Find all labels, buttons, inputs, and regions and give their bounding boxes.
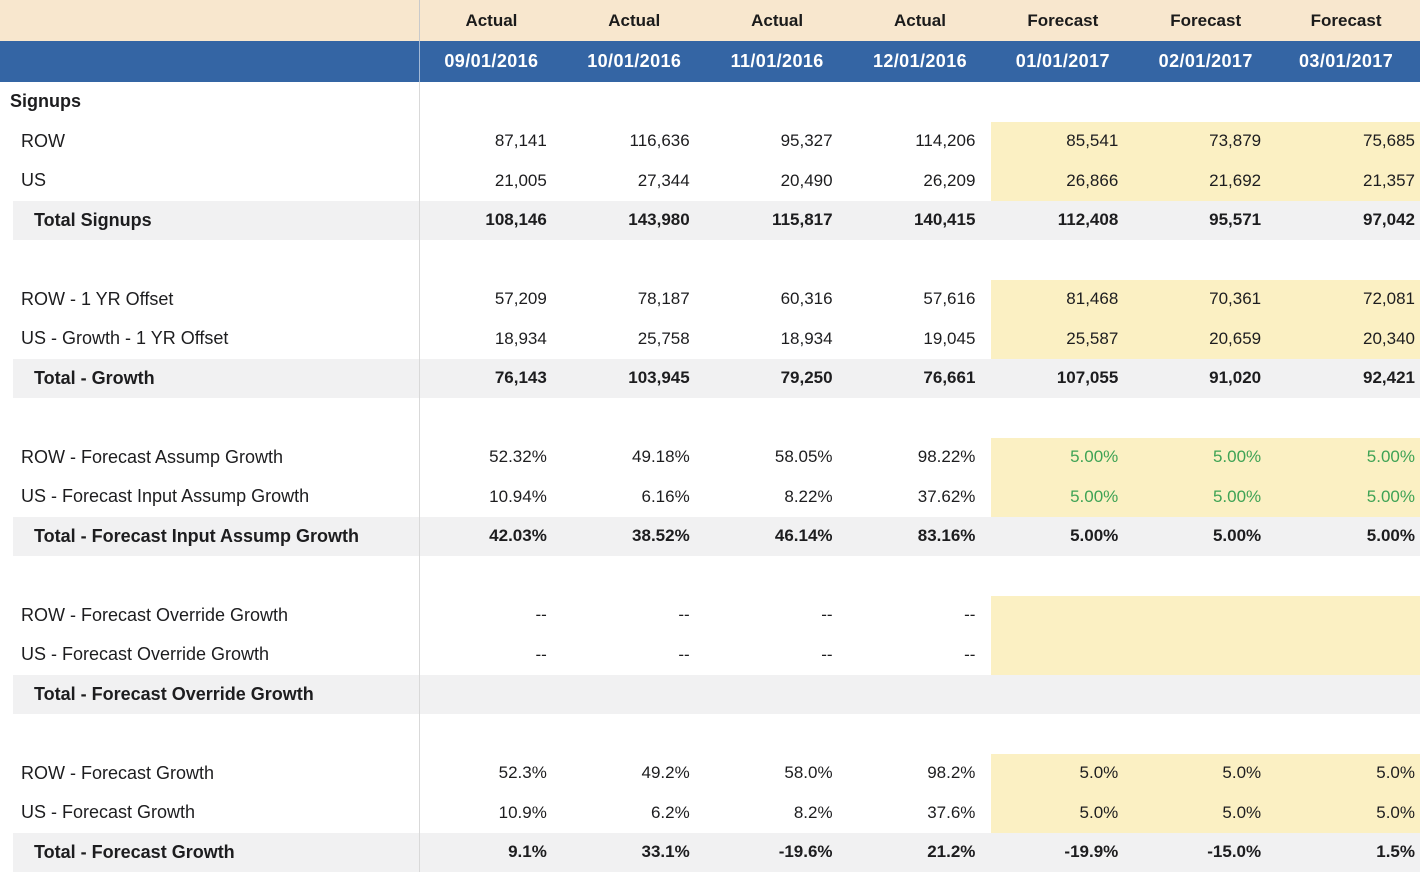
- value-cell[interactable]: -19.6%: [778, 842, 833, 862]
- column-date-label: 12/01/2016: [872, 51, 968, 71]
- column-date-label: 09/01/2016: [444, 51, 539, 71]
- value-cell[interactable]: 49.18%: [632, 447, 690, 467]
- value-cell[interactable]: 9.1%: [508, 842, 547, 862]
- value-cell[interactable]: 5.00%: [1212, 526, 1262, 546]
- value-cell[interactable]: 5.00%: [991, 438, 1134, 478]
- table-row: [0, 319, 1420, 359]
- column-date-label: 03/01/2017: [1299, 51, 1394, 71]
- row-label[interactable]: Total - Forecast Override Growth: [0, 675, 420, 715]
- value-cell[interactable]: 97,042: [1363, 210, 1415, 230]
- value-cell[interactable]: [1277, 635, 1420, 675]
- value-cell[interactable]: 52.3%: [498, 763, 547, 783]
- value-cell[interactable]: 26,866: [991, 161, 1134, 201]
- value-cell[interactable]: [563, 82, 706, 122]
- table-row: [0, 517, 1420, 557]
- spacer-row: [0, 556, 1420, 596]
- value-cell[interactable]: 37.6%: [927, 802, 976, 822]
- table-row: [0, 675, 1420, 715]
- value-cell: [1134, 714, 1277, 754]
- sheet-body: [0, 82, 1420, 872]
- value-cell[interactable]: [706, 675, 849, 715]
- column-type-label: Actual: [894, 10, 946, 30]
- column-type-label: Actual: [751, 10, 804, 30]
- value-cell[interactable]: 10.94%: [489, 486, 547, 506]
- value-cell[interactable]: 8.2%: [793, 802, 833, 822]
- value-cell[interactable]: 95,571: [1209, 210, 1262, 230]
- value-cell[interactable]: 81,468: [991, 280, 1134, 320]
- row-label[interactable]: ROW - 1 YR Offset: [0, 280, 420, 320]
- value-cell[interactable]: [563, 675, 706, 715]
- value-cell: [991, 556, 1134, 596]
- value-cell: [991, 714, 1134, 754]
- value-cell[interactable]: --: [821, 644, 833, 664]
- value-cell[interactable]: [991, 635, 1134, 675]
- value-cell: [1277, 556, 1420, 596]
- row-label[interactable]: ROW - Forecast Assump Growth: [0, 438, 420, 478]
- value-cell[interactable]: --: [535, 605, 547, 625]
- value-cell[interactable]: 5.0%: [991, 754, 1134, 794]
- value-cell[interactable]: 5.00%: [991, 477, 1134, 517]
- table-row: [0, 359, 1420, 399]
- table-row: [0, 754, 1420, 794]
- spacer-row: [0, 240, 1420, 280]
- table-row: [0, 161, 1420, 201]
- value-cell[interactable]: 75,685: [1277, 122, 1420, 162]
- value-cell: [1134, 398, 1277, 438]
- row-label[interactable]: Total - Forecast Growth: [0, 833, 420, 873]
- value-cell[interactable]: [420, 675, 563, 715]
- table-row: [0, 596, 1420, 636]
- value-cell[interactable]: 27,344: [637, 170, 690, 190]
- value-cell: [706, 398, 849, 438]
- value-cell[interactable]: -15.0%: [1207, 842, 1262, 862]
- value-cell[interactable]: 5.00%: [1134, 438, 1277, 478]
- value-cell[interactable]: 116,636: [629, 131, 690, 151]
- row-label[interactable]: US - Growth - 1 YR Offset: [0, 319, 420, 359]
- table-row: [0, 635, 1420, 675]
- value-cell[interactable]: 115,817: [772, 210, 833, 230]
- value-cell[interactable]: 20,340: [1277, 319, 1420, 359]
- row-label[interactable]: ROW - Forecast Growth: [0, 754, 420, 794]
- value-cell[interactable]: 98.22%: [917, 447, 976, 467]
- value-cell[interactable]: --: [678, 605, 690, 625]
- value-cell[interactable]: 5.00%: [1277, 477, 1420, 517]
- value-cell[interactable]: 5.00%: [1366, 526, 1415, 546]
- corner-cell-type: [0, 0, 420, 41]
- value-cell: [849, 398, 992, 438]
- value-cell[interactable]: 79,250: [780, 368, 833, 388]
- column-type-label: Actual: [608, 10, 661, 30]
- row-label[interactable]: ROW - Forecast Override Growth: [0, 596, 420, 636]
- value-cell: [849, 714, 992, 754]
- corner-cell-date: [0, 41, 420, 82]
- value-cell[interactable]: 26,209: [923, 170, 976, 190]
- column-type-label: Forecast: [1170, 10, 1242, 30]
- column-date-label: 02/01/2017: [1158, 51, 1253, 71]
- value-cell[interactable]: 76,661: [923, 368, 976, 388]
- value-cell[interactable]: 6.16%: [641, 486, 690, 506]
- value-cell: [563, 240, 706, 280]
- value-cell[interactable]: 91,020: [1209, 368, 1262, 388]
- value-cell[interactable]: [706, 82, 849, 122]
- row-label[interactable]: Total - Forecast Input Assump Growth: [0, 517, 420, 557]
- value-cell[interactable]: 5.0%: [1134, 754, 1277, 794]
- value-cell[interactable]: 18,934: [780, 328, 833, 348]
- value-cell[interactable]: [1277, 675, 1420, 715]
- column-type-label: Forecast: [1310, 10, 1382, 30]
- value-cell[interactable]: 18,934: [494, 328, 547, 348]
- value-cell[interactable]: [849, 82, 992, 122]
- value-cell: [563, 398, 706, 438]
- value-cell: [706, 714, 849, 754]
- value-cell[interactable]: [849, 675, 992, 715]
- value-cell[interactable]: 8.22%: [784, 486, 833, 506]
- table-row: [0, 793, 1420, 833]
- value-cell[interactable]: 33.1%: [641, 842, 690, 862]
- table-row: [0, 82, 1420, 122]
- value-cell: [420, 240, 563, 280]
- value-cell[interactable]: 60,316: [780, 289, 833, 309]
- value-cell[interactable]: 5.0%: [1134, 793, 1277, 833]
- row-label: [0, 398, 420, 438]
- value-cell[interactable]: 5.0%: [991, 793, 1134, 833]
- value-cell[interactable]: 37.62%: [917, 486, 976, 506]
- row-label[interactable]: US - Forecast Input Assump Growth: [0, 477, 420, 517]
- value-cell[interactable]: --: [964, 605, 976, 625]
- value-cell[interactable]: 46.14%: [774, 526, 833, 546]
- value-cell[interactable]: 85,541: [991, 122, 1134, 162]
- table-row: [0, 438, 1420, 478]
- column-type-header-row: [0, 0, 1420, 41]
- row-label[interactable]: Signups: [0, 82, 420, 122]
- spacer-row: [0, 714, 1420, 754]
- value-cell[interactable]: 52.32%: [489, 447, 547, 467]
- value-cell[interactable]: --: [964, 644, 976, 664]
- value-cell[interactable]: [991, 675, 1134, 715]
- value-cell[interactable]: -19.9%: [1064, 842, 1119, 862]
- value-cell: [1277, 240, 1420, 280]
- value-cell[interactable]: 42.03%: [489, 526, 547, 546]
- value-cell[interactable]: 21,357: [1277, 161, 1420, 201]
- value-cell[interactable]: 83.16%: [917, 526, 976, 546]
- value-cell[interactable]: 5.00%: [1277, 438, 1420, 478]
- row-label: [0, 714, 420, 754]
- value-cell[interactable]: 21,005: [494, 170, 547, 190]
- value-cell[interactable]: 140,415: [913, 210, 976, 230]
- value-cell: [849, 556, 992, 596]
- value-cell: [563, 556, 706, 596]
- value-cell[interactable]: 107,055: [1056, 368, 1119, 388]
- value-cell[interactable]: 49.2%: [641, 763, 690, 783]
- value-cell[interactable]: --: [678, 644, 690, 664]
- value-cell: [563, 714, 706, 754]
- value-cell[interactable]: 5.0%: [1277, 754, 1420, 794]
- value-cell[interactable]: 5.00%: [1134, 477, 1277, 517]
- value-cell[interactable]: [1134, 596, 1277, 636]
- column-date-label: 10/01/2016: [587, 51, 682, 71]
- row-label[interactable]: Total - Growth: [0, 359, 420, 399]
- value-cell[interactable]: 25,587: [991, 319, 1134, 359]
- value-cell: [849, 240, 992, 280]
- value-cell[interactable]: [420, 82, 563, 122]
- value-cell[interactable]: [991, 596, 1134, 636]
- value-cell[interactable]: 57,209: [494, 289, 547, 309]
- value-cell[interactable]: 76,143: [494, 368, 547, 388]
- table-row: [0, 122, 1420, 162]
- value-cell[interactable]: 21.2%: [927, 842, 976, 862]
- value-cell[interactable]: 87,141: [494, 131, 547, 151]
- value-cell: [991, 240, 1134, 280]
- value-cell[interactable]: 21,692: [1134, 161, 1277, 201]
- table-row: [0, 833, 1420, 873]
- row-label: [0, 556, 420, 596]
- value-cell: [1277, 714, 1420, 754]
- value-cell[interactable]: 98.2%: [927, 763, 976, 783]
- value-cell[interactable]: 72,081: [1277, 280, 1420, 320]
- value-cell: [420, 556, 563, 596]
- value-cell[interactable]: [1277, 82, 1420, 122]
- spacer-row: [0, 398, 1420, 438]
- value-cell: [991, 398, 1134, 438]
- column-type-label: Forecast: [1027, 10, 1099, 30]
- value-cell[interactable]: 95,327: [780, 131, 833, 151]
- value-cell[interactable]: 114,206: [915, 131, 976, 151]
- row-label[interactable]: US - Forecast Growth: [0, 793, 420, 833]
- row-label[interactable]: US: [0, 161, 420, 201]
- value-cell[interactable]: [1277, 596, 1420, 636]
- table-row: [0, 280, 1420, 320]
- value-cell[interactable]: 6.2%: [650, 802, 690, 822]
- column-type-label: Actual: [465, 10, 518, 30]
- row-label[interactable]: US - Forecast Override Growth: [0, 635, 420, 675]
- value-cell[interactable]: 5.00%: [1070, 526, 1119, 546]
- value-cell[interactable]: [1134, 675, 1277, 715]
- table-row: [0, 201, 1420, 241]
- value-cell[interactable]: 58.05%: [774, 447, 833, 467]
- value-cell[interactable]: 73,879: [1134, 122, 1277, 162]
- value-cell[interactable]: 38.52%: [632, 526, 690, 546]
- value-cell[interactable]: 70,361: [1134, 280, 1277, 320]
- value-cell[interactable]: 1.5%: [1376, 842, 1415, 862]
- value-cell[interactable]: 112,408: [1057, 210, 1119, 230]
- value-cell[interactable]: 57,616: [923, 289, 976, 309]
- value-cell[interactable]: [1134, 82, 1277, 122]
- value-cell[interactable]: 20,659: [1134, 319, 1277, 359]
- table-row: [0, 477, 1420, 517]
- value-cell[interactable]: [991, 82, 1134, 122]
- value-cell[interactable]: 5.0%: [1277, 793, 1420, 833]
- value-cell[interactable]: 92,421: [1363, 368, 1415, 388]
- column-date-label: 11/01/2016: [730, 51, 824, 71]
- value-cell[interactable]: 103,945: [628, 368, 690, 388]
- column-date-label: 01/01/2017: [1015, 51, 1110, 71]
- row-label[interactable]: ROW: [0, 122, 420, 162]
- value-cell: [1134, 240, 1277, 280]
- value-cell[interactable]: 108,146: [485, 210, 547, 230]
- value-cell[interactable]: 143,980: [628, 210, 690, 230]
- value-cell: [420, 714, 563, 754]
- value-cell[interactable]: 78,187: [637, 289, 690, 309]
- value-cell[interactable]: 10.9%: [498, 802, 547, 822]
- value-cell: [1277, 398, 1420, 438]
- value-cell[interactable]: --: [535, 644, 547, 664]
- value-cell: [1134, 556, 1277, 596]
- value-cell: [420, 398, 563, 438]
- value-cell[interactable]: 58.0%: [784, 763, 833, 783]
- value-cell[interactable]: 19,045: [923, 328, 976, 348]
- value-cell[interactable]: --: [821, 605, 833, 625]
- value-cell: [706, 556, 849, 596]
- column-date-header-row: [0, 41, 1420, 82]
- value-cell[interactable]: 20,490: [780, 170, 833, 190]
- value-cell[interactable]: 25,758: [637, 328, 690, 348]
- value-cell: [706, 240, 849, 280]
- value-cell[interactable]: [1134, 635, 1277, 675]
- row-label: [0, 240, 420, 280]
- row-label[interactable]: Total Signups: [0, 201, 420, 241]
